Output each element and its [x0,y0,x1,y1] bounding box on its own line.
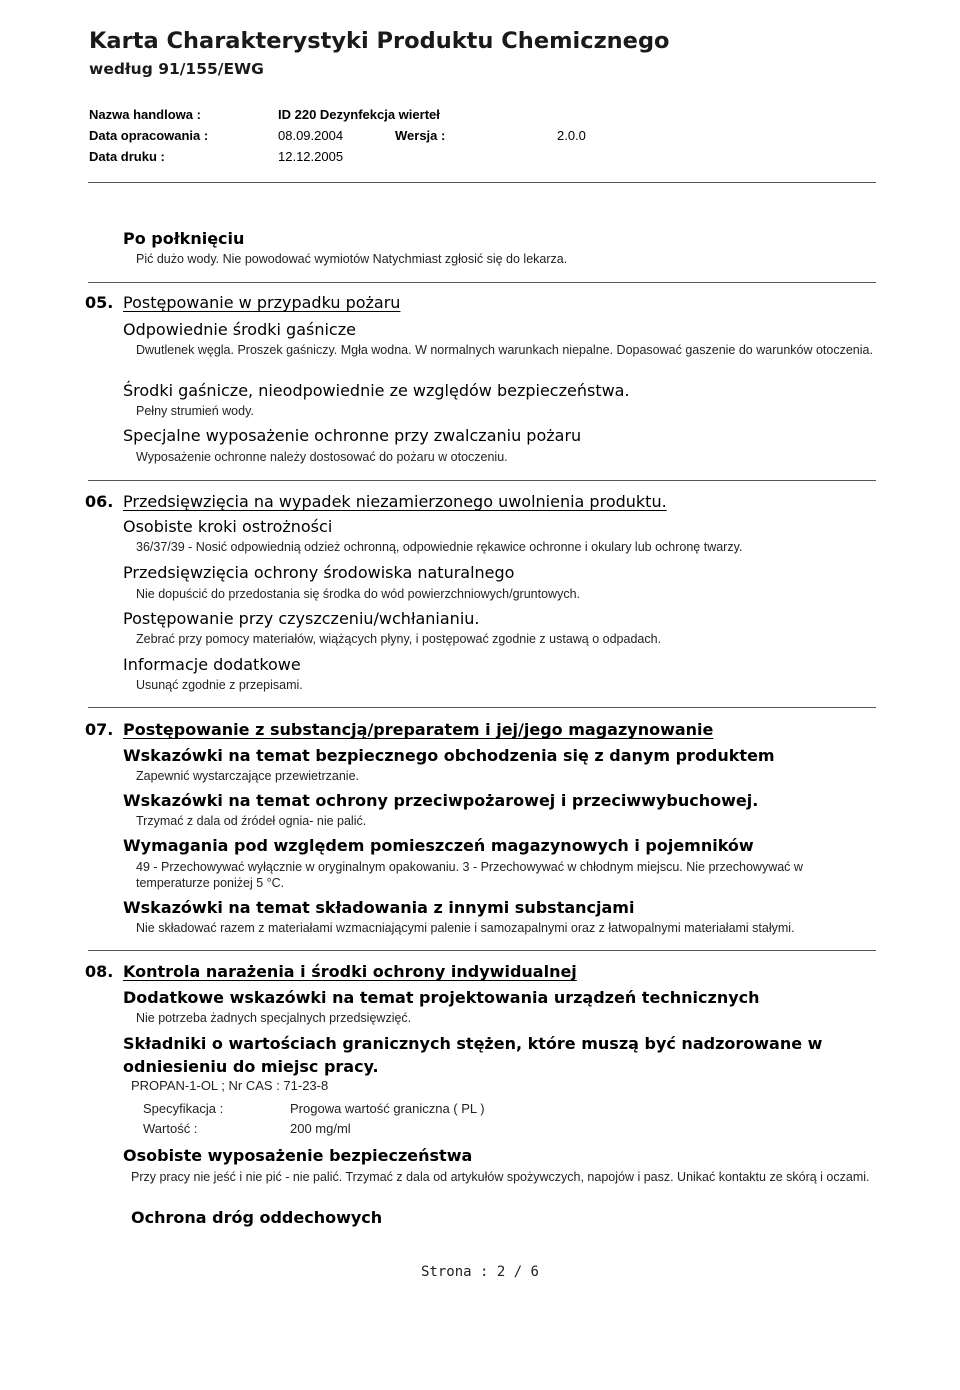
header-divider [88,182,876,183]
section-divider [88,282,876,283]
section-name: Kontrola narażenia i środki ochrony indywidualnej [123,962,577,981]
section-divider [88,480,876,481]
s07-heading-3: Wymagania pod względem pomieszczeń magazynowych i pojemników [123,836,754,855]
s08-heading-1: Dodatkowe wskazówki na temat projektowania urządzeń technicznych [123,988,760,1007]
s07-text-4: Nie składować razem z materiałami wzmacniającymi palenie i samozapalnymi oraz z łatwopalnymi materiałami stałymi. [136,921,795,935]
s05-heading-1: Odpowiednie środki gaśnicze [123,320,356,339]
s05-heading-2: Środki gaśnicze, nieodpowiednie ze względów bezpieczeństwa. [123,381,630,400]
version-value: 2.0.0 [557,128,586,143]
s08-text-1: Nie potrzeba żadnych specjalnych przedsięwzięć. [136,1011,412,1025]
prep-date-label: Data opracowania : [89,128,209,143]
s07-heading-1: Wskazówki na temat bezpiecznego obchodzenia się z danym produktem [123,746,775,765]
section-08-title [85,962,577,981]
prep-date-value: 08.09.2004 [278,128,344,143]
section-number: 07. [85,720,114,739]
section-name: Postępowanie z substancją/preparatem i jej/jego magazynowanie [123,720,714,739]
s07-text-1: Zapewnić wystarczające przewietrzanie. [136,769,360,783]
s06-heading-2: Przedsięwzięcia ochrony środowiska naturalnego [123,563,515,582]
section-divider [88,950,876,951]
spec-label: Specyfikacja : [143,1101,224,1116]
print-date-value: 12.12.2005 [278,149,344,164]
s07-text-2: Trzymać z dala od źródeł ognia- nie palić. [136,814,367,828]
s05-heading-3: Specjalne wyposażenie ochronne przy zwalczaniu pożaru [123,426,582,445]
section-07-title [85,720,713,739]
section-name: Postępowanie w przypadku pożaru [123,293,401,312]
s05-text-1: Dwutlenek węgla. Proszek gaśniczy. Mgła wodna. W normalnych warunkach niepalne. Dopasować gaszenie do warunków otoczenia. [136,343,873,357]
document-title: Karta Charakterystyki Produktu Chemicznego [89,28,670,54]
s07-text-3: 49 - Przechowywać wyłącznie w oryginalnym opakowaniu. 3 - Przechowywać w chłodnym miejscu. Nie przechowywać w temperaturze poniżej 5 °C. [136,860,803,890]
swallowing-text: Pić dużo wody. Nie powodować wymiotów Natychmiast zgłosić się do lekarza. [136,252,568,266]
print-date-label: Data druku : [89,149,165,164]
swallowing-heading: Po połknięciu [123,229,245,248]
document-subtitle: według 91/155/EWG [89,60,264,78]
trade-name-value: ID 220 Dezynfekcja wierteł [278,107,440,122]
value-value: 200 mg/ml [290,1121,351,1136]
section-number: 08. [85,962,114,981]
s06-text-3: Zebrać przy pomocy materiałów, wiążących płyny, i postępować zgodnie z ustawą o odpadach. [136,632,662,646]
s06-heading-3: Postępowanie przy czyszczeniu/wchłanianiu. [123,609,480,628]
s07-heading-4: Wskazówki na temat składowania z innymi substancjami [123,898,635,917]
s05-text-2: Pełny strumień wody. [136,404,254,418]
section-05-title [85,293,400,312]
s06-text-1: 36/37/39 - Nosić odpowiednią odzież ochronną, odpowiednie rękawice ochronne i okulary lub ochronę twarzy. [136,540,743,554]
s06-heading-4: Informacje dodatkowe [123,655,301,674]
section-divider [88,707,876,708]
section-06-title [85,492,667,511]
s05-text-3: Wyposażenie ochronne należy dostosować do pożaru w otoczeniu. [136,450,508,464]
version-label: Wersja : [395,128,446,143]
section-number: 05. [85,293,114,312]
s08-heading-3: Osobiste wyposażenie bezpieczeństwa [123,1146,473,1165]
spec-value: Progowa wartość graniczna ( PL ) [290,1101,485,1116]
s08-heading-4: Ochrona dróg oddechowych [131,1208,383,1227]
trade-name-label: Nazwa handlowa : [89,107,201,122]
s07-heading-2: Wskazówki na temat ochrony przeciwpożarowej i przeciwwybuchowej. [123,791,759,810]
s06-heading-1: Osobiste kroki ostrożności [123,517,333,536]
s06-text-2: Nie dopuścić do przedostania się środka do wód powierzchniowych/gruntowych. [136,587,580,601]
page-number: Strona : 2 / 6 [420,1264,539,1280]
s06-text-4: Usunąć zgodnie z przepisami. [136,678,303,692]
section-name: Przedsięwzięcia na wypadek niezamierzonego uwolnienia produktu. [123,492,667,511]
s08-text-3: Przy pracy nie jeść i nie pić - nie palić. Trzymać z dala od artykułów spożywczych, napojów i pasz. Unikać kontaktu ze skórą i oczami. [131,1170,870,1184]
value-label: Wartość : [143,1121,198,1136]
substance-name: PROPAN-1-OL ; Nr CAS : 71-23-8 [131,1078,329,1093]
s08-heading-2: Składniki o wartościach granicznych stężen, które muszą być nadzorowane w odniesieniu do miejsc pracy. [123,1034,823,1076]
section-number: 06. [85,492,114,511]
